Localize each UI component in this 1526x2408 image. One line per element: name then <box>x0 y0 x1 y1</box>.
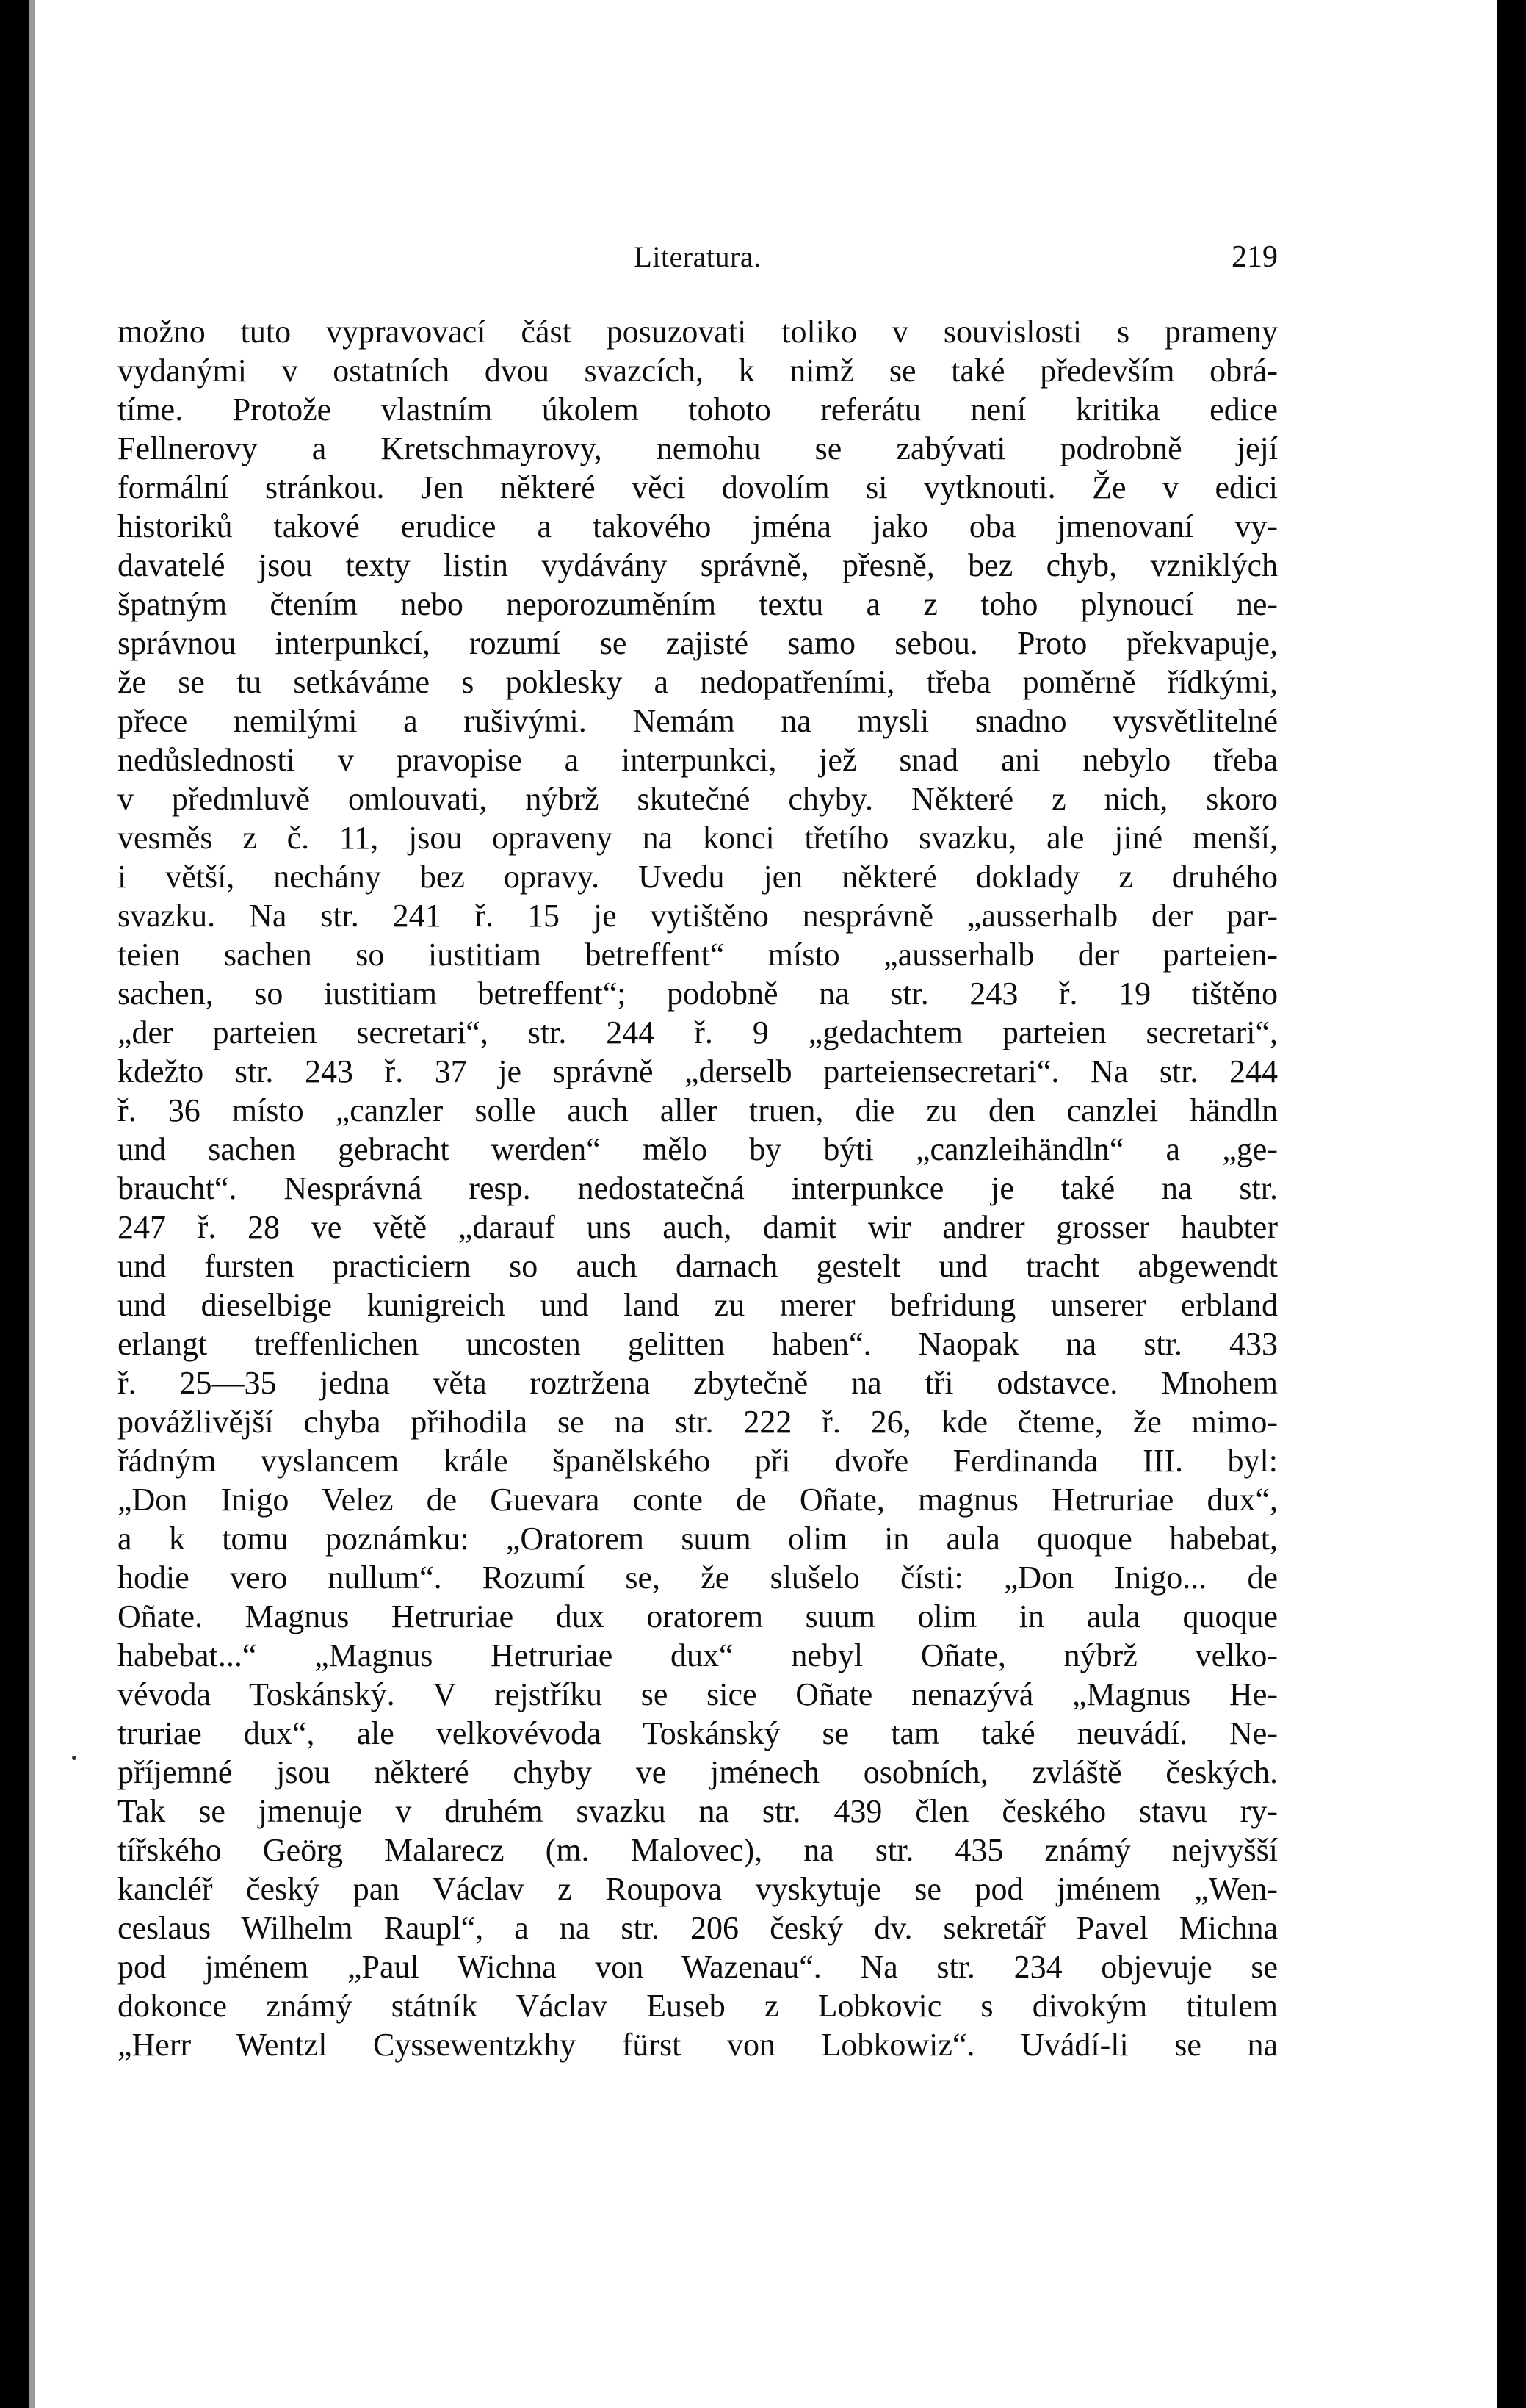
text-line: dokonce známý státník Václav Euseb z Lobkovic s divokým titulem <box>117 1988 1278 2024</box>
text-line: Tak se jmenuje v druhém svazku na str. 439 člen českého stavu ry- <box>117 1793 1278 1829</box>
text-line: přece nemilými a rušivými. Nemám na mysli snadno vysvětlitelné <box>117 703 1278 739</box>
text-line: und sachen gebracht werden“ mělo by býti „canzleihändln“ a „ge- <box>117 1131 1278 1167</box>
text-line: povážlivější chyba přihodila se na str. 222 ř. 26, kde čteme, že mimo- <box>117 1404 1278 1440</box>
text-line: „Don Inigo Velez de Guevara conte de Oñate, magnus Hetruriae dux“, <box>117 1482 1278 1518</box>
text-line: pod jménem „Paul Wichna von Wazenau“. Na str. 234 objevuje se <box>117 1949 1278 1985</box>
text-line: truriae dux“, ale velkovévoda Toskánský se tam také neuvádí. Ne- <box>117 1715 1278 1751</box>
text-line: ceslaus Wilhelm Raupl“, a na str. 206 český dv. sekretář Pavel Michna <box>117 1910 1278 1946</box>
text-line: kancléř český pan Václav z Roupova vyskytuje se pod jménem „Wen- <box>117 1871 1278 1907</box>
text-line: vévoda Toskánský. V rejstříku se sice Oñate nenazývá „Magnus He- <box>117 1676 1278 1712</box>
text-line: sachen, so iustitiam betreffent“; podobně na str. 243 ř. 19 tištěno <box>117 976 1278 1012</box>
text-line: špatným čtením nebo neporozuměním textu a z toho plynoucí ne- <box>117 586 1278 622</box>
page-number: 219 <box>1232 240 1278 274</box>
text-line: formální stránkou. Jen některé věci dovolím si vytknouti. Že v edici <box>117 469 1278 505</box>
text-line: kdežto str. 243 ř. 37 je správně „derselb parteiensecretari“. Na str. 244 <box>117 1053 1278 1089</box>
text-line: tíme. Protože vlastním úkolem tohoto referátu není kritika edice <box>117 392 1278 428</box>
text-line: teien sachen so iustitiam betreffent“ místo „ausserhalb der parteien- <box>117 937 1278 973</box>
text-line: ř. 36 místo „canzler solle auch aller truen, die zu den canzlei händln <box>117 1092 1278 1128</box>
body-text <box>117 312 1278 2064</box>
text-line: historiků takové erudice a takového jména jako oba jmenovaní vy- <box>117 508 1278 544</box>
text-line: ř. 25—35 jedna věta roztržena zbytečně na tři odstavce. Mnohem <box>117 1365 1278 1401</box>
text-line: erlangt treffenlichen uncosten gelitten haben“. Naopak na str. 433 <box>117 1326 1278 1362</box>
text-line: „der parteien secretari“, str. 244 ř. 9 „gedachtem parteien secretari“, <box>117 1014 1278 1050</box>
text-line: und fursten practiciern so auch darnach gestelt und tracht abgewendt <box>117 1248 1278 1284</box>
text-line: příjemné jsou některé chyby ve jménech osobních, zvláště českých. <box>117 1754 1278 1790</box>
text-line: v předmluvě omlouvati, nýbrž skutečné chyby. Některé z nich, skoro <box>117 781 1278 817</box>
text-line: svazku. Na str. 241 ř. 15 je vytištěno nesprávně „ausserhalb der par- <box>117 898 1278 934</box>
text-line: možno tuto vypravovací část posuzovati toliko v souvislosti s prameny <box>117 314 1278 350</box>
margin-mark <box>72 1756 76 1760</box>
text-line: hodie vero nullum“. Rozumí se, že slušelo čísti: „Don Inigo... de <box>117 1560 1278 1596</box>
page-edge-shadow <box>29 0 35 2408</box>
text-line: Fellnerovy a Kretschmayrovy, nemohu se zabývati podrobně její <box>117 430 1278 466</box>
text-line: Oñate. Magnus Hetruriae dux oratorem suum olim in aula quoque <box>117 1598 1278 1634</box>
text-line: nedůslednosti v pravopise a interpunkci, jež snad ani nebylo třeba <box>117 742 1278 778</box>
running-header <box>117 239 1278 284</box>
text-line: braucht“. Nesprávná resp. nedostatečná interpunkce je také na str. <box>117 1170 1278 1206</box>
document-page <box>29 0 1497 2408</box>
text-line: 247 ř. 28 ve větě „darauf uns auch, damit wir andrer grosser haubter <box>117 1209 1278 1245</box>
text-line: řádným vyslancem krále španělského při dvoře Ferdinanda III. byl: <box>117 1443 1278 1479</box>
text-line: vesměs z č. 11, jsou opraveny na konci třetího svazku, ale jiné menší, <box>117 820 1278 856</box>
text-line: habebat...“ „Magnus Hetruriae dux“ nebyl Oñate, nýbrž velko- <box>117 1637 1278 1673</box>
text-line: správnou interpunkcí, rozumí se zajisté samo sebou. Proto překvapuje, <box>117 625 1278 661</box>
text-line: a k tomu poznámku: „Oratorem suum olim in aula quoque habebat, <box>117 1521 1278 1557</box>
text-line: „Herr Wentzl Cyssewentzkhy fürst von Lobkowiz“. Uvádí-li se na <box>117 2027 1278 2063</box>
text-line: i větší, nechány bez opravy. Uvedu jen některé doklady z druhého <box>117 859 1278 895</box>
header-title: Literatura. <box>634 240 762 273</box>
text-line: tířského Geörg Malarecz (m. Malovec), na str. 435 známý nejvyšší <box>117 1832 1278 1868</box>
text-line: davatelé jsou texty listin vydávány správně, přesně, bez chyb, vzniklých <box>117 547 1278 583</box>
text-line: že se tu setkáváme s poklesky a nedopatřeními, třeba poměrně řídkými, <box>117 664 1278 700</box>
text-line: und dieselbige kunigreich und land zu merer befridung unserer erbland <box>117 1287 1278 1323</box>
text-line: vydanými v ostatních dvou svazcích, k nimž se také především obrá- <box>117 353 1278 389</box>
